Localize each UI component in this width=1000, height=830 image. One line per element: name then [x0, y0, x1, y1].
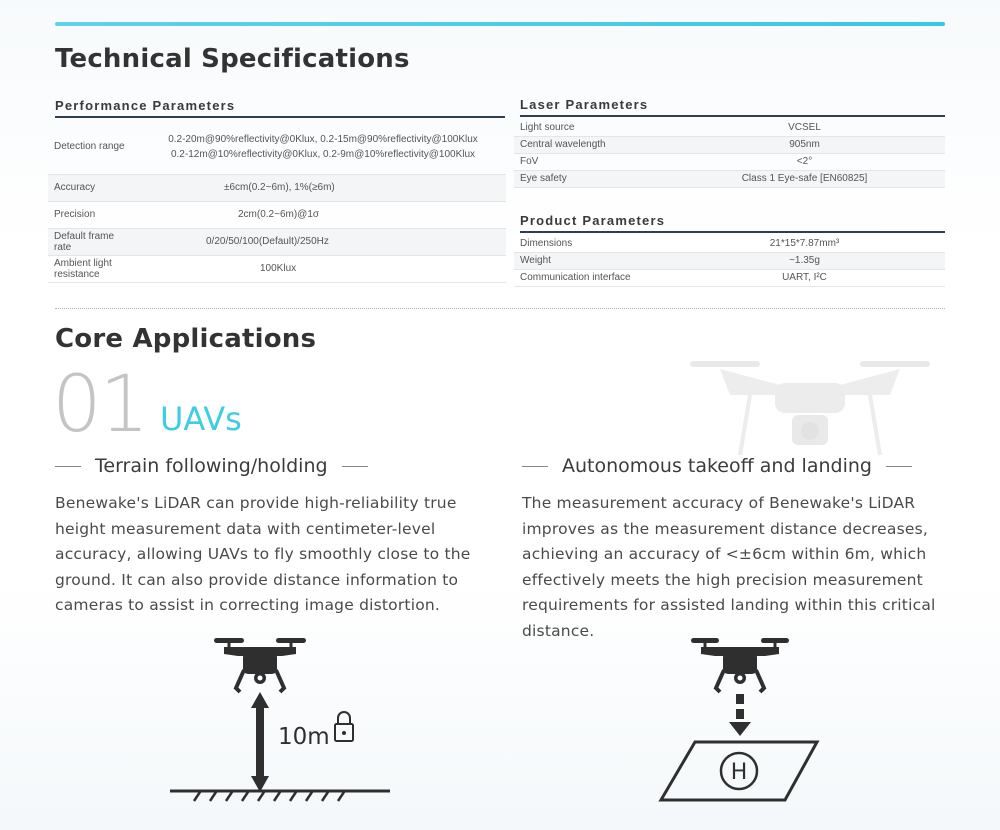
spec-value: 100Klux [260, 263, 297, 274]
table-row [514, 252, 945, 269]
drone-icon [691, 638, 789, 692]
spec-key: Accuracy [54, 182, 96, 193]
section-divider [55, 308, 945, 309]
application-number: 01 [52, 360, 148, 450]
landing-figure [645, 632, 835, 812]
application-category: UAVs [160, 400, 242, 438]
helipad-icon [661, 742, 817, 800]
spec-value: VCSEL [788, 121, 821, 133]
descent-arrow [729, 694, 751, 736]
product-rule [520, 231, 945, 233]
spec-value: 905nm [789, 139, 820, 150]
spec-value: <2° [796, 156, 813, 167]
product-parameters-title: Product Parameters [520, 213, 666, 228]
top-accent-bar [55, 22, 945, 26]
helipad-label: H [730, 760, 748, 785]
background-drone-icon [690, 355, 930, 465]
spec-key: Dimensions [520, 237, 573, 249]
performance-rule [55, 116, 505, 118]
feature-heading-text: Autonomous takeoff and landing [562, 455, 872, 477]
height-arrow [251, 692, 269, 792]
laser-table [514, 119, 945, 188]
core-applications-title: Core Applications [55, 324, 317, 354]
spec-value: 0/20/50/100(Default)/250Hz [206, 236, 329, 247]
technical-specifications-title: Technical Specifications [55, 44, 410, 74]
body-line: cameras to assist in correcting image distortion. [55, 596, 441, 615]
detection-range-line-1: 0.2-20m@90%reflectivity@0Klux, 0.2-15m@90%reflectivity@100Klux [168, 133, 478, 145]
table-row [48, 174, 506, 201]
spec-key: Light source [520, 121, 575, 133]
body-line: effectively meets the high precision measurement [522, 570, 923, 589]
body-line: Benewake's LiDAR can provide high-reliability true [55, 494, 457, 512]
feature-body-takeoff-landing [522, 491, 962, 645]
spec-key: Communication interface [520, 272, 631, 283]
table-row [514, 153, 945, 170]
drone-icon [214, 638, 306, 692]
body-line: achieving an accuracy of <±6cm within 6m, which [522, 545, 927, 564]
spec-value: 2cm(0.2~6m)@1σ [238, 209, 320, 220]
table-row [48, 120, 506, 174]
spec-key: Default frame rate [54, 230, 115, 253]
body-line: height measurement data with centimeter-level [55, 519, 436, 538]
table-row [48, 255, 506, 282]
spec-key: Central wavelength [520, 139, 606, 150]
body-line: The measurement accuracy of Benewake's LiDAR [522, 494, 916, 512]
table-row [514, 136, 945, 153]
body-line: accuracy, allowing UAVs to fly smoothly close to the [55, 545, 471, 564]
spec-key: Weight [520, 255, 551, 266]
performance-table [48, 120, 506, 283]
heading-dash [886, 466, 912, 467]
table-row [514, 119, 945, 136]
body-line: requirements for assisted landing within this critical [522, 596, 936, 615]
spec-key: Precision [54, 209, 96, 220]
heading-dash [522, 466, 548, 467]
table-row [514, 235, 945, 252]
ground-hatch-icon [170, 791, 390, 801]
spec-value [140, 120, 506, 174]
detection-range-line-2: 0.2-12m@10%reflectivity@0Klux, 0.2-9m@10%reflectivity@100Klux [170, 148, 476, 160]
height-label: 10m [278, 724, 330, 750]
feature-heading-takeoff-landing [522, 455, 912, 477]
spec-key: Detection range [54, 141, 125, 153]
laser-parameters-title: Laser Parameters [520, 97, 649, 112]
table-row [514, 269, 945, 286]
table-row [48, 228, 506, 255]
spec-key: Ambient light resistance [54, 257, 112, 280]
heading-dash [342, 466, 368, 467]
table-row [48, 201, 506, 228]
body-line: distance. [522, 621, 595, 640]
product-table [514, 235, 945, 287]
spec-value: UART, I²C [782, 272, 827, 283]
lock-icon [335, 712, 353, 741]
table-row [514, 170, 945, 187]
spec-value: 21*15*7.87mm³ [769, 237, 840, 249]
heading-dash [55, 466, 81, 467]
performance-parameters-title: Performance Parameters [55, 98, 236, 113]
spec-value: ±6cm(0.2~6m), 1%(≥6m) [224, 182, 335, 193]
laser-rule [520, 115, 945, 117]
spec-value: ~1.35g [789, 255, 820, 266]
body-line: ground. It can also provide distance information to [55, 570, 459, 589]
spec-value: Class 1 Eye-safe [EN60825] [741, 173, 868, 184]
terrain-following-figure [160, 632, 400, 812]
feature-body-terrain [55, 491, 500, 619]
spec-key: FoV [520, 156, 539, 167]
feature-heading-text: Terrain following/holding [95, 455, 328, 477]
spec-key: Eye safety [520, 173, 567, 184]
feature-heading-terrain [55, 455, 368, 477]
body-line: improves as the measurement distance decreases, [522, 519, 928, 538]
